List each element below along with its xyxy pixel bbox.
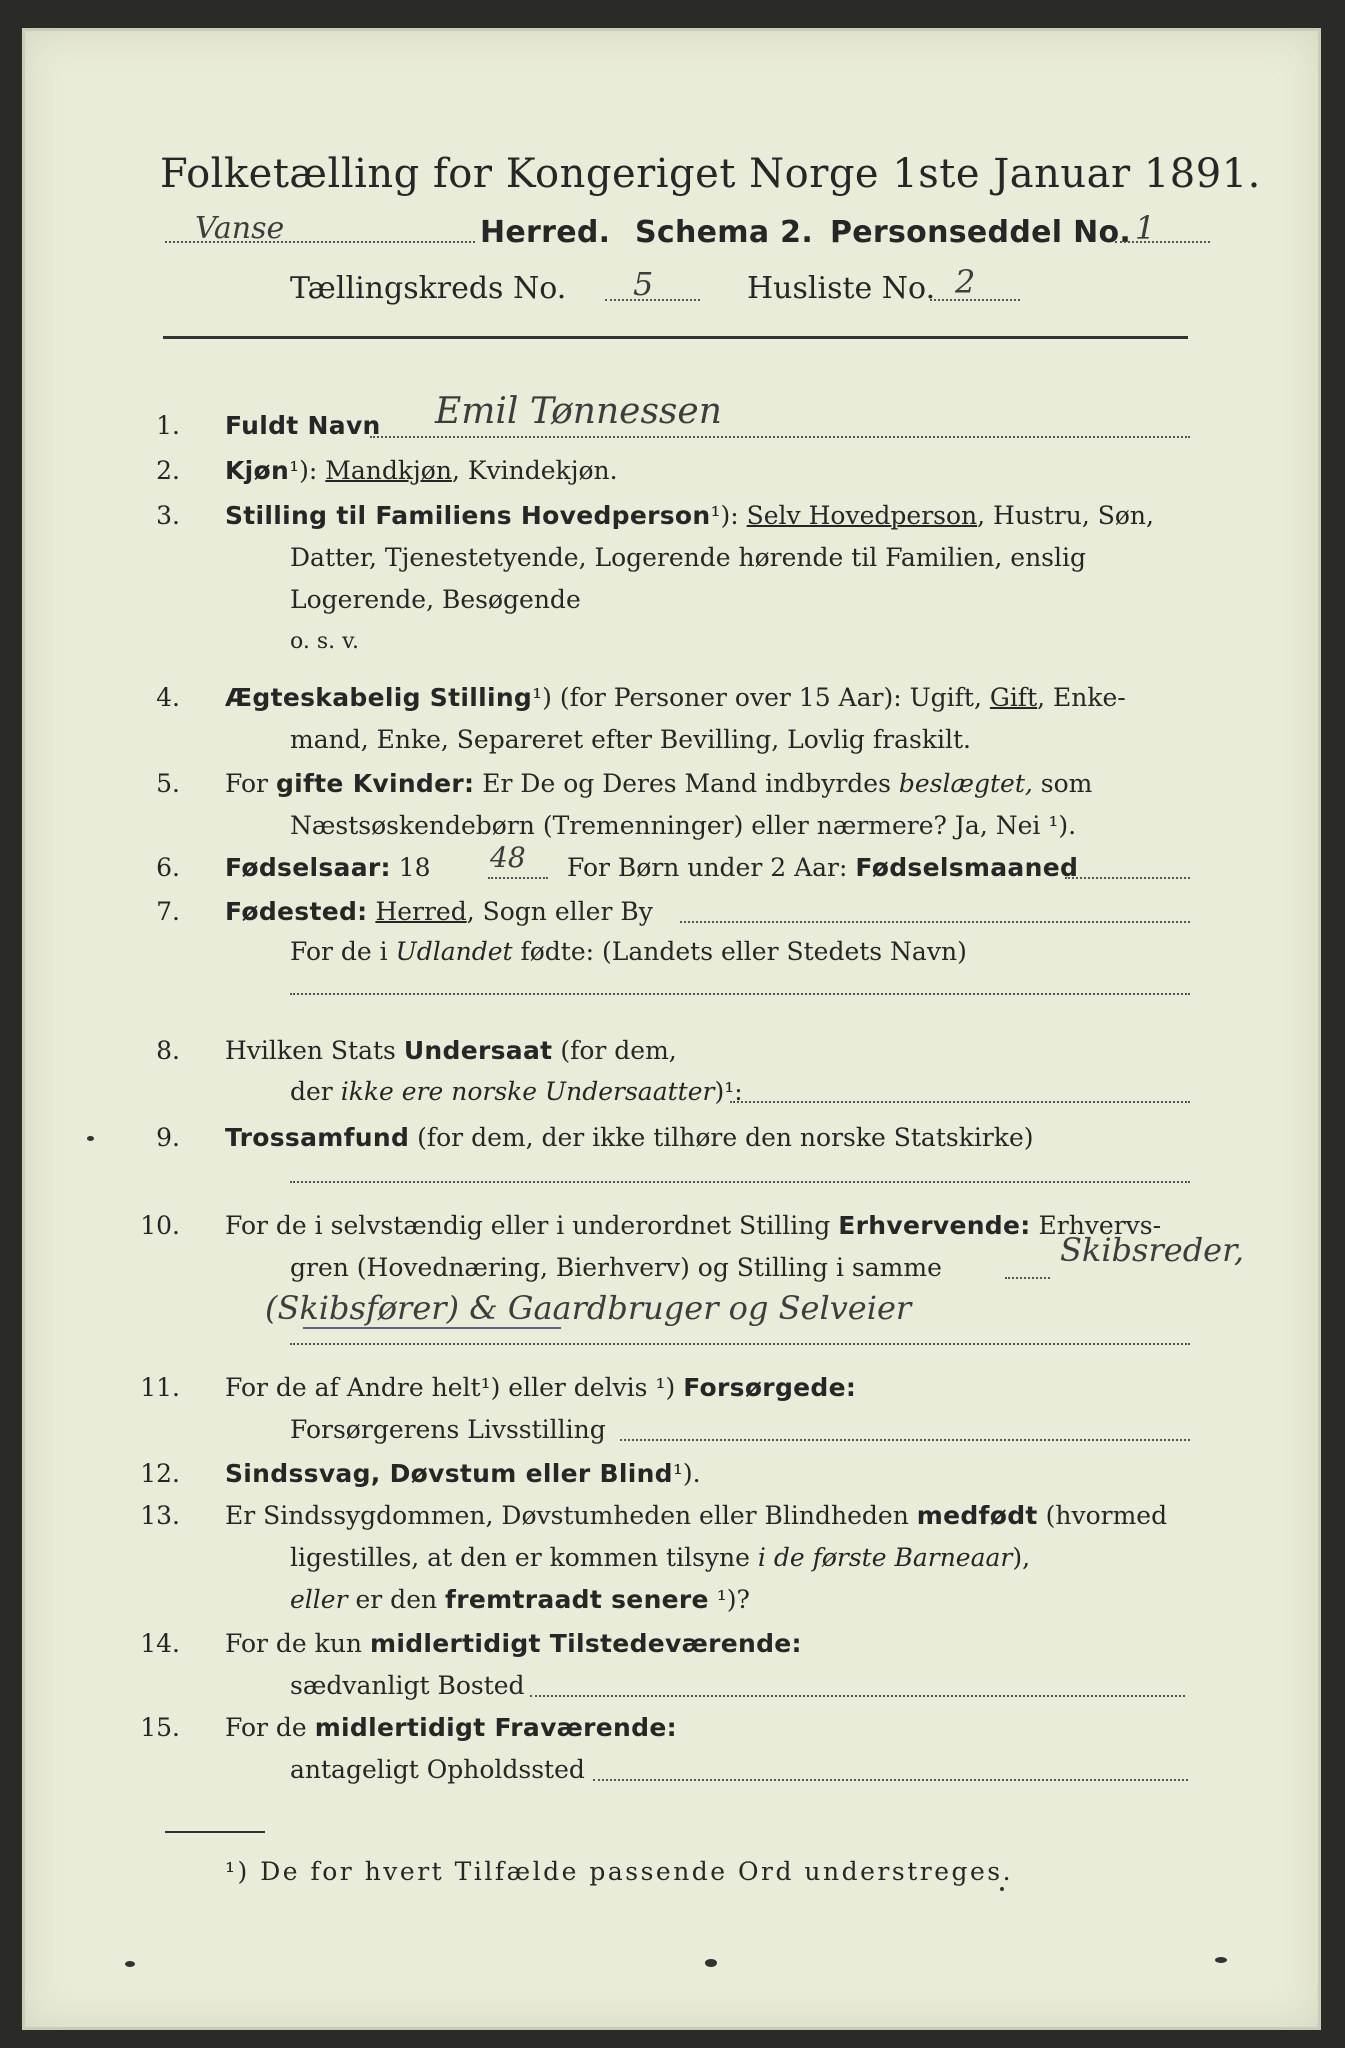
item-number-2: 2. [156, 456, 180, 485]
temporary-present-pre: For de kun [225, 1629, 370, 1658]
married-women-post: som [1032, 769, 1093, 798]
congenital-line3-mid: er den [347, 1585, 446, 1614]
occupation-line2-dots [1005, 1277, 1050, 1279]
occupation-post: Erhvervs- [1030, 1211, 1162, 1240]
family-position-line1 [225, 501, 1154, 530]
citizenship-post: (for dem, [552, 1036, 677, 1065]
disability-post: ¹). [672, 1459, 701, 1488]
census-form [22, 28, 1321, 2030]
speck [125, 1961, 135, 1967]
congenital-line2-post: ), [1012, 1543, 1031, 1572]
temporary-absent-label: midlertidigt Fraværende: [314, 1713, 677, 1742]
occupation-pre: For de i selvstændig eller i underordnet Stilling [225, 1211, 839, 1240]
footnote: ¹) De for hvert Tilfælde passende Ord understreges. [225, 1857, 1014, 1886]
congenital-label: medfødt [916, 1501, 1038, 1530]
full-name-line [370, 436, 1190, 438]
birthplace-label: Fødested: [225, 897, 368, 926]
citizenship-line-dots [730, 1101, 1190, 1103]
family-position-selected: Selv Hovedperson [746, 501, 978, 530]
congenital-line2-it: i de første Barneaar [757, 1543, 1013, 1572]
taellingskreds-value: 5 [633, 265, 654, 303]
personseddel-label: Personseddel No. [830, 215, 1132, 250]
citizenship-line2-it: ikke ere norske Undersaatter [340, 1077, 715, 1106]
item-number-1: 1. [156, 411, 180, 440]
congenital-line3-it: eller [290, 1585, 348, 1614]
herred-value: Vanse [195, 211, 285, 246]
item-number-10: 10. [140, 1211, 180, 1240]
congenital-line3 [290, 1585, 750, 1614]
occupation-value-2: (Skibsfører) & Gaardbruger og Selveier [265, 1289, 912, 1327]
temporary-absent-line1 [225, 1713, 677, 1742]
form-title: Folketælling for Kongeriget Norge 1ste Januar 1891. [160, 151, 1261, 197]
item-number-14: 14. [140, 1629, 180, 1658]
speck [87, 1136, 94, 1141]
married-women-label: gifte Kvinder: [275, 769, 475, 798]
marital-status-line1 [225, 683, 1126, 712]
birth-year-line [225, 853, 431, 882]
full-name-value: Emil Tønnessen [435, 391, 722, 432]
occupation-line1 [225, 1211, 1161, 1240]
citizenship-line2 [290, 1077, 743, 1106]
religion-rest: (for dem, der ikke tilhøre den norske Statskirke) [409, 1123, 1034, 1152]
sex-option-male: Mandkjøn [325, 456, 452, 485]
religion-label: Trossamfund [225, 1123, 410, 1152]
family-position-line3: Logerende, Besøgende [290, 585, 581, 614]
header-rule [163, 336, 1188, 339]
personseddel-line [1115, 241, 1210, 243]
item-number-3: 3. [156, 501, 180, 530]
religion-line [225, 1123, 1034, 1152]
item-number-8: 8. [156, 1036, 180, 1065]
sex-sup: ¹): [289, 456, 326, 485]
citizenship-line2-post: )¹: [714, 1077, 743, 1106]
birthplace-line-dots [680, 921, 1190, 923]
birth-year-line-dots [488, 877, 548, 879]
family-position-sup: ¹): [710, 501, 747, 530]
item-number-5: 5. [156, 769, 180, 798]
congenital-line2 [290, 1543, 1030, 1572]
item-number-11: 11. [140, 1373, 180, 1402]
married-women-line1 [225, 769, 1092, 798]
family-position-line2: Datter, Tjenestetyende, Logerende hørende til Familien, enslig [290, 543, 1087, 572]
birth-year-value: 48 [490, 841, 526, 874]
item-number-15: 15. [140, 1713, 180, 1742]
married-women-mid: Er De og Deres Mand indbyrdes [474, 769, 899, 798]
birthplace-foreign-pre: For de i [290, 937, 396, 966]
congenital-pre: Er Sindssygdommen, Døvstumheden eller Blindheden [225, 1501, 917, 1530]
citizenship-line1 [225, 1036, 677, 1065]
footnote-rule [165, 1831, 265, 1833]
citizenship-label: Undersaat [403, 1036, 553, 1065]
citizenship-pre: Hvilken Stats [225, 1036, 404, 1065]
occupation-line2: gren (Hovednæring, Bierhverv) og Stilling i samme [290, 1253, 942, 1282]
sex-label: Kjøn [225, 456, 290, 485]
disability-label: Sindssvag, Døvstum eller Blind [225, 1459, 673, 1488]
supported-line2: Forsørgerens Livsstilling [290, 1415, 606, 1444]
congenital-line2-pre: ligestilles, at den er kommen tilsyne [290, 1543, 758, 1572]
sex-option-rest: , Kvindekjøn. [451, 456, 618, 485]
item-number-9: 9. [156, 1123, 180, 1152]
birth-month-question [567, 853, 1078, 882]
congenital-line3-label: fremtraadt senere [445, 1585, 709, 1614]
citizenship-line2-pre: der [290, 1077, 341, 1106]
temporary-present-label: midlertidigt Tilstedeværende: [369, 1629, 802, 1658]
speck [1000, 1887, 1004, 1891]
temporary-absent-line-dots [593, 1779, 1188, 1781]
item-number-13: 13. [140, 1501, 180, 1530]
temporary-absent-line2: antageligt Opholdssted [290, 1755, 585, 1784]
birthplace-line2 [290, 937, 967, 966]
taellingskreds-label: Tællingskreds No. [290, 271, 567, 306]
marital-status-line2: mand, Enke, Separeret efter Bevilling, Lovlig fraskilt. [290, 725, 971, 754]
married-women-line2: Næstsøskendebørn (Tremenninger) eller nærmere? Ja, Nei ¹). [290, 811, 1077, 840]
birthplace-selected: Herred [375, 897, 467, 926]
marital-status-pre: ¹) (for Personer over 15 Aar): Ugift, [532, 683, 990, 712]
birth-year-pre: 18 [390, 853, 431, 882]
temporary-present-line1 [225, 1629, 802, 1658]
marital-status-label: Ægteskabelig Stilling [225, 683, 533, 712]
supported-pre: For de af Andre helt¹) eller delvis ¹) [225, 1373, 684, 1402]
item-number-12: 12. [140, 1459, 180, 1488]
congenital-line3-post: ¹)? [708, 1585, 750, 1614]
herred-label: Herred. [480, 215, 611, 250]
temporary-present-line-dots [530, 1695, 1185, 1697]
item-number-6: 6. [156, 853, 180, 882]
sex-question [225, 456, 618, 485]
occupation-value-1: Skibsreder, [1060, 1231, 1245, 1269]
birthplace-rest: , Sogn eller By [466, 897, 653, 926]
family-position-line4: o. s. v. [290, 629, 359, 654]
husliste-value: 2 [955, 263, 976, 301]
temporary-present-line2: sædvanligt Bosted [290, 1671, 525, 1700]
speck [1215, 1957, 1227, 1963]
occupation-line3-dots [290, 1343, 1190, 1345]
personseddel-value: 1 [1135, 209, 1156, 247]
family-position-label: Stilling til Familiens Hovedperson [225, 501, 711, 530]
occupation-label: Erhvervende: [838, 1211, 1031, 1240]
birth-month-label: Fødselsmaaned [855, 853, 1079, 882]
married-women-pre: For [225, 769, 276, 798]
marital-status-post: , Enke- [1037, 683, 1126, 712]
birthplace-foreign-line [290, 993, 1190, 995]
birth-year-label: Fødselsaar: [225, 853, 391, 882]
husliste-label: Husliste No. [747, 271, 936, 306]
schema-label: Schema 2. [635, 215, 814, 250]
supported-line1 [225, 1373, 856, 1402]
birth-month-line [1065, 877, 1190, 879]
occupation-underline [303, 1327, 561, 1329]
item-number-7: 7. [156, 897, 180, 926]
full-name-label: Fuldt Navn [225, 411, 381, 440]
married-women-it: beslægtet, [898, 769, 1033, 798]
marital-status-selected: Gift [989, 683, 1038, 712]
supported-label: Forsørgede: [683, 1373, 857, 1402]
congenital-line1 [225, 1501, 1167, 1530]
disability-line [225, 1459, 701, 1488]
supported-line-dots [620, 1439, 1190, 1441]
religion-line-dots [290, 1181, 1190, 1183]
congenital-post: (hvormed [1037, 1501, 1168, 1530]
birthplace-line1 [225, 897, 653, 926]
birthplace-foreign-post: fødte: (Landets eller Stedets Navn) [512, 937, 967, 966]
birthplace-foreign-it: Udlandet [395, 937, 513, 966]
family-position-rest: , Hustru, Søn, [977, 501, 1154, 530]
speck [705, 1959, 717, 1967]
item-number-4: 4. [156, 683, 180, 712]
temporary-absent-pre: For de [225, 1713, 315, 1742]
birth-month-pre: For Børn under 2 Aar: [567, 853, 856, 882]
